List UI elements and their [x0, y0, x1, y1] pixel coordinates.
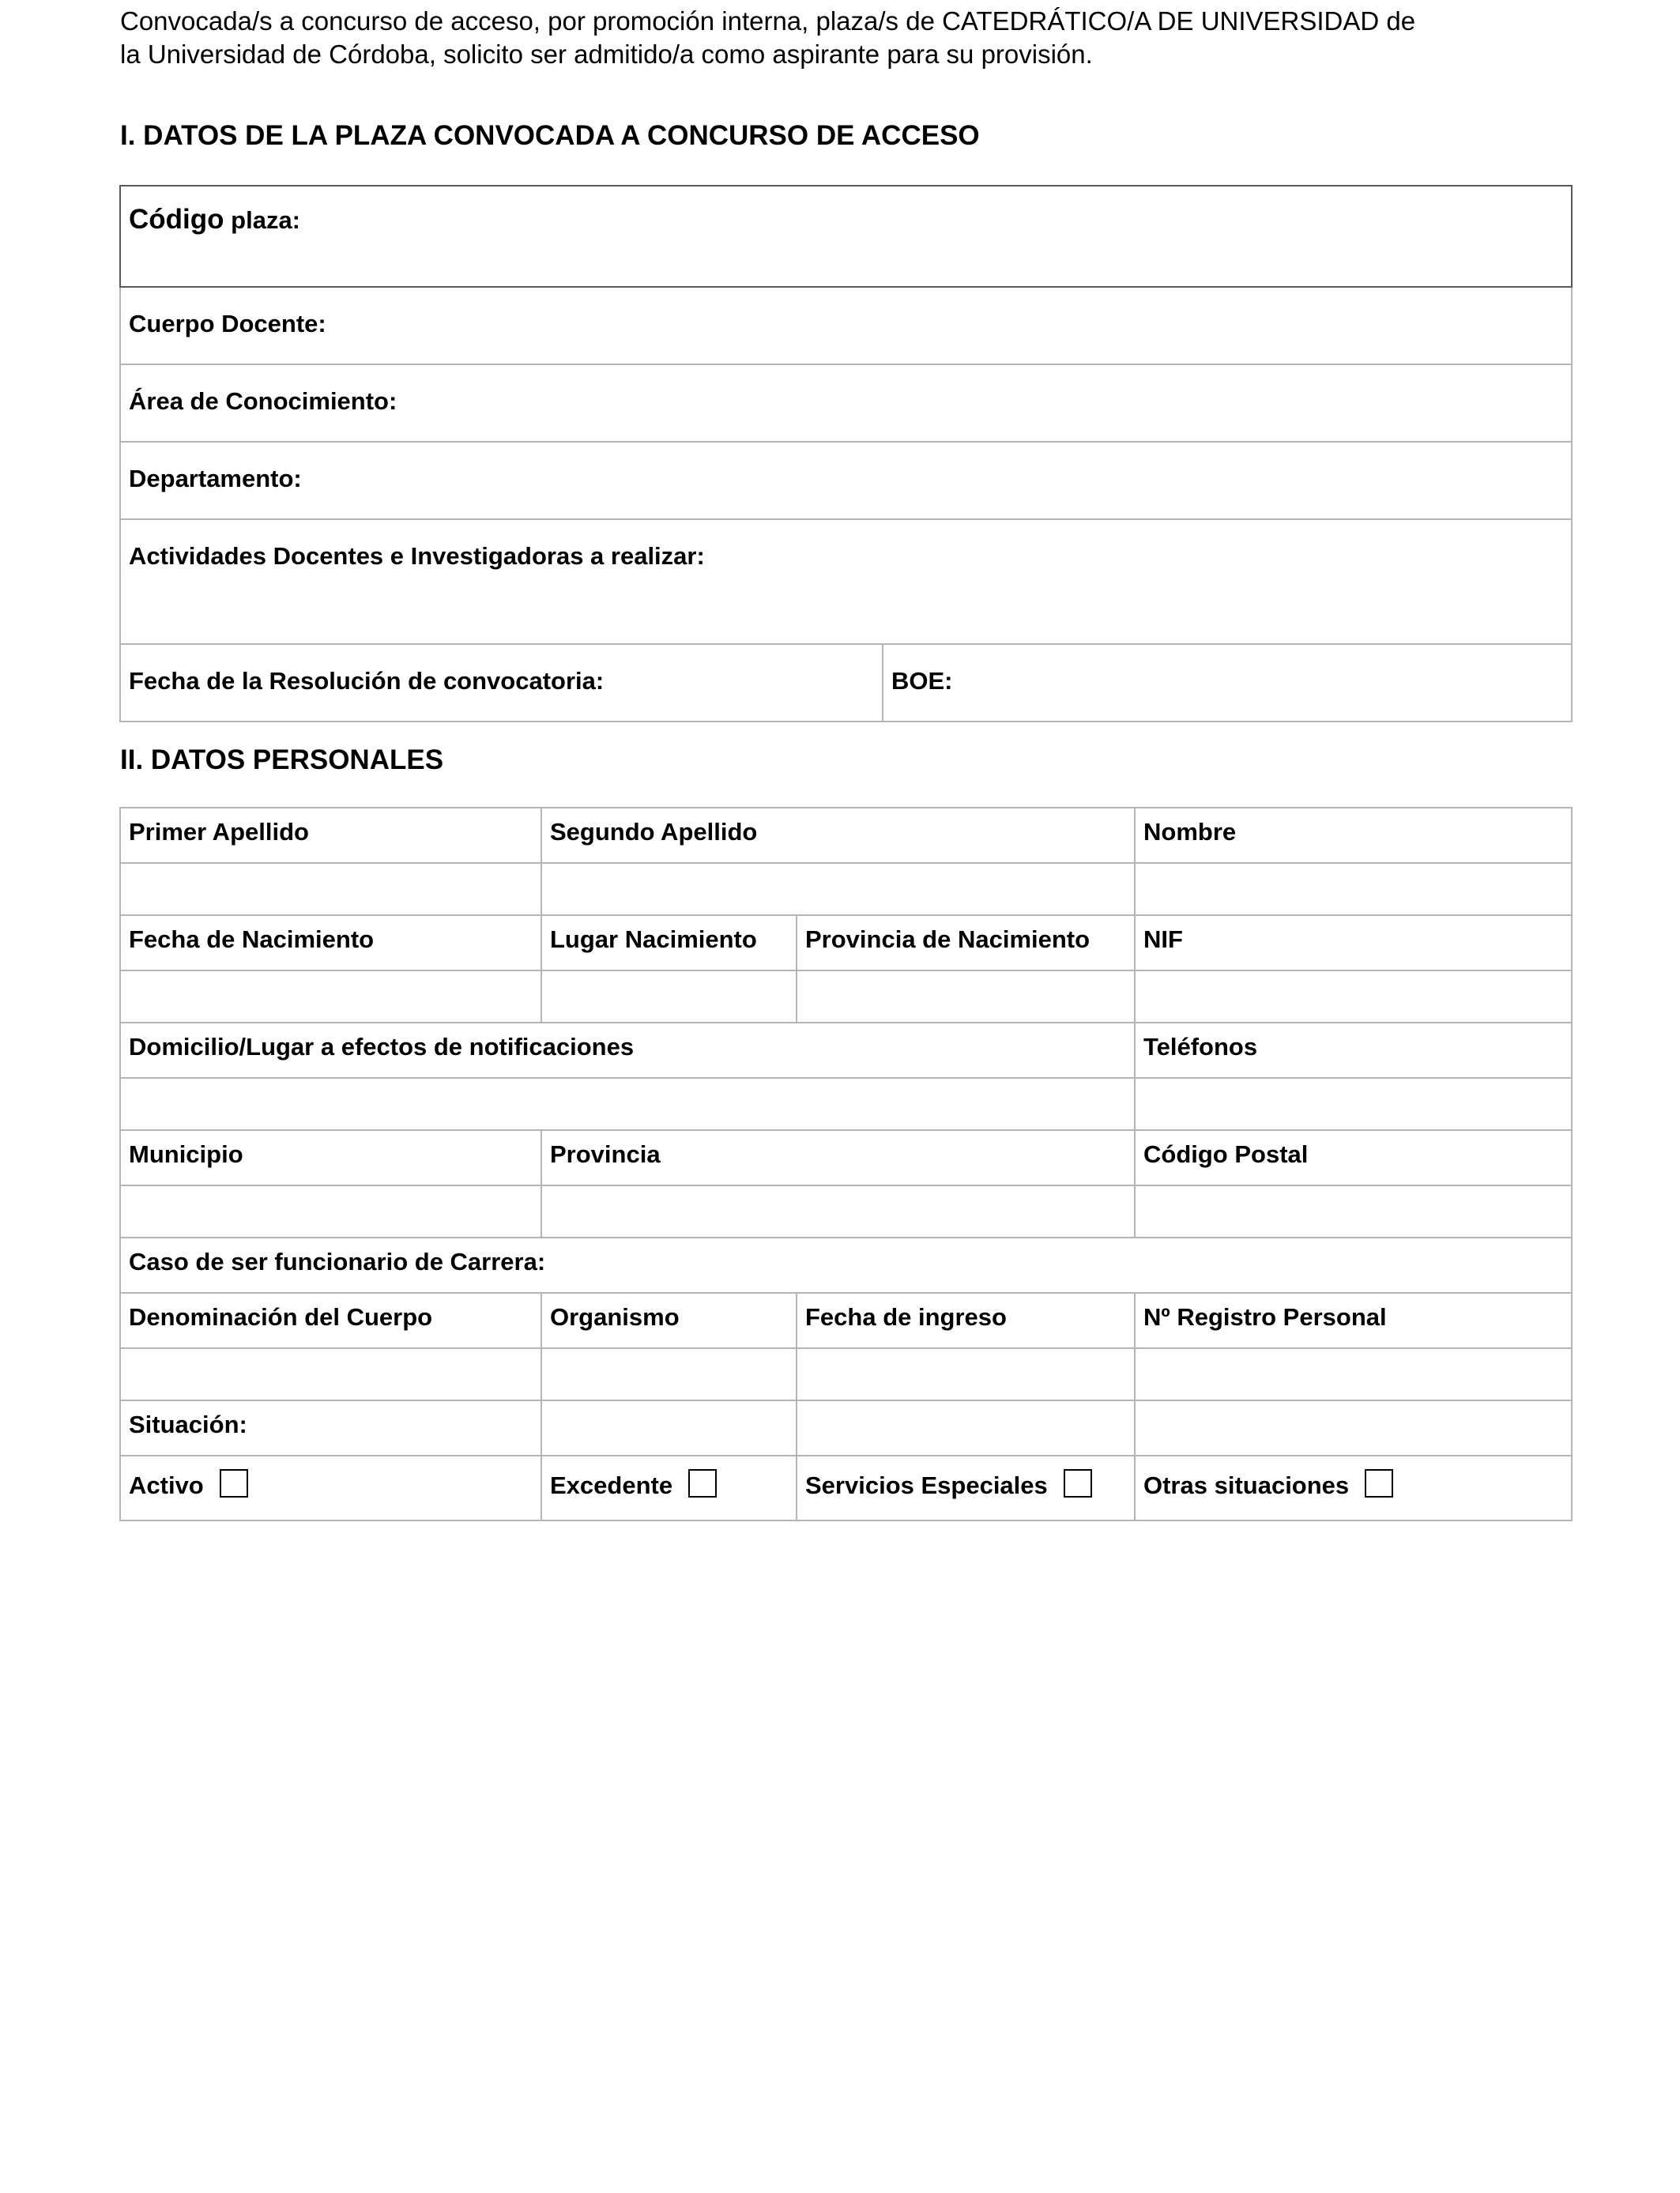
- telefonos-label: Teléfonos: [1135, 1023, 1572, 1078]
- domicilio-input[interactable]: [120, 1078, 1135, 1130]
- excedente-option: [541, 1456, 797, 1520]
- boe-field[interactable]: [883, 644, 1572, 722]
- section-1-title: I. DATOS DE LA PLAZA CONVOCADA A CONCURSO DE ACCESO: [120, 120, 980, 151]
- codigo-plaza-field[interactable]: [120, 186, 1572, 287]
- lugar-nacimiento-label: Lugar Nacimiento: [541, 915, 797, 970]
- segundo-apellido-label: Segundo Apellido: [541, 808, 1135, 863]
- municipio-input[interactable]: [120, 1185, 541, 1238]
- provincia-label: Provincia: [541, 1130, 1135, 1185]
- segundo-apellido-input[interactable]: [541, 863, 1135, 915]
- situacion-cell-3: [797, 1400, 1135, 1456]
- departamento-field[interactable]: [120, 442, 1572, 519]
- otras-situaciones-checkbox[interactable]: [1365, 1469, 1393, 1498]
- otras-situaciones-label: Otras situaciones: [1143, 1471, 1350, 1499]
- cuerpo-docente-label: Cuerpo Docente:: [129, 310, 326, 337]
- denominacion-cuerpo-input[interactable]: [120, 1348, 541, 1400]
- nombre-input[interactable]: [1135, 863, 1572, 915]
- actividades-label: Actividades Docentes e Investigadoras a realizar:: [129, 542, 705, 570]
- intro-paragraph: [120, 5, 1543, 71]
- provincia-nacimiento-label: Provincia de Nacimiento: [797, 915, 1135, 970]
- fecha-resolucion-label: Fecha de la Resolución de convocatoria:: [129, 667, 605, 695]
- activo-label: Activo: [129, 1471, 204, 1499]
- fecha-nacimiento-label: Fecha de Nacimiento: [120, 915, 541, 970]
- departamento-label: Departamento:: [129, 465, 302, 492]
- personal-data-table: [119, 807, 1573, 1521]
- organismo-input[interactable]: [541, 1348, 797, 1400]
- telefonos-input[interactable]: [1135, 1078, 1572, 1130]
- fecha-ingreso-input[interactable]: [797, 1348, 1135, 1400]
- codigo-postal-label: Código Postal: [1135, 1130, 1572, 1185]
- actividades-field[interactable]: [120, 519, 1572, 644]
- denominacion-cuerpo-label: Denominación del Cuerpo: [120, 1293, 541, 1348]
- registro-personal-label: Nº Registro Personal: [1135, 1293, 1572, 1348]
- provincia-nacimiento-input[interactable]: [797, 970, 1135, 1023]
- situacion-label: Situación:: [120, 1400, 541, 1456]
- activo-checkbox[interactable]: [220, 1469, 248, 1498]
- primer-apellido-input[interactable]: [120, 863, 541, 915]
- servicios-especiales-label: Servicios Especiales: [805, 1471, 1048, 1499]
- excedente-checkbox[interactable]: [688, 1469, 717, 1498]
- section-2-title: II. DATOS PERSONALES: [120, 744, 444, 775]
- fecha-resolucion-field[interactable]: [120, 644, 883, 722]
- intro-line-1: Convocada/s a concurso de acceso, por promoción interna, plaza/s de CATEDRÁTICO/A DE UNIVERSIDAD de: [120, 6, 1416, 36]
- nif-input[interactable]: [1135, 970, 1572, 1023]
- fecha-ingreso-label: Fecha de ingreso: [797, 1293, 1135, 1348]
- excedente-label: Excedente: [550, 1471, 673, 1499]
- codigo-label: Código: [129, 204, 224, 235]
- codigo-postal-input[interactable]: [1135, 1185, 1572, 1238]
- cuerpo-docente-field[interactable]: [120, 287, 1572, 364]
- funcionario-carrera-label: Caso de ser funcionario de Carrera:: [120, 1238, 1572, 1293]
- plaza-label: plaza:: [231, 206, 301, 234]
- domicilio-label: Domicilio/Lugar a efectos de notificaciones: [120, 1023, 1135, 1078]
- primer-apellido-label: Primer Apellido: [120, 808, 541, 863]
- situacion-cell-2: [541, 1400, 797, 1456]
- provincia-input[interactable]: [541, 1185, 1135, 1238]
- situacion-cell-4: [1135, 1400, 1572, 1456]
- municipio-label: Municipio: [120, 1130, 541, 1185]
- registro-personal-input[interactable]: [1135, 1348, 1572, 1400]
- organismo-label: Organismo: [541, 1293, 797, 1348]
- area-conocimiento-field[interactable]: [120, 364, 1572, 442]
- lugar-nacimiento-input[interactable]: [541, 970, 797, 1023]
- servicios-especiales-checkbox[interactable]: [1064, 1469, 1092, 1498]
- servicios-especiales-option: [797, 1456, 1135, 1520]
- nombre-label: Nombre: [1135, 808, 1572, 863]
- activo-option: [120, 1456, 541, 1520]
- boe-label: BOE:: [891, 667, 953, 695]
- nif-label: NIF: [1135, 915, 1572, 970]
- area-conocimiento-label: Área de Conocimiento:: [129, 387, 397, 415]
- plaza-data-table: [119, 185, 1573, 722]
- fecha-nacimiento-input[interactable]: [120, 970, 541, 1023]
- otras-situaciones-option: [1135, 1456, 1572, 1520]
- intro-line-2: la Universidad de Córdoba, solicito ser admitido/a como aspirante para su provisión.: [120, 40, 1093, 69]
